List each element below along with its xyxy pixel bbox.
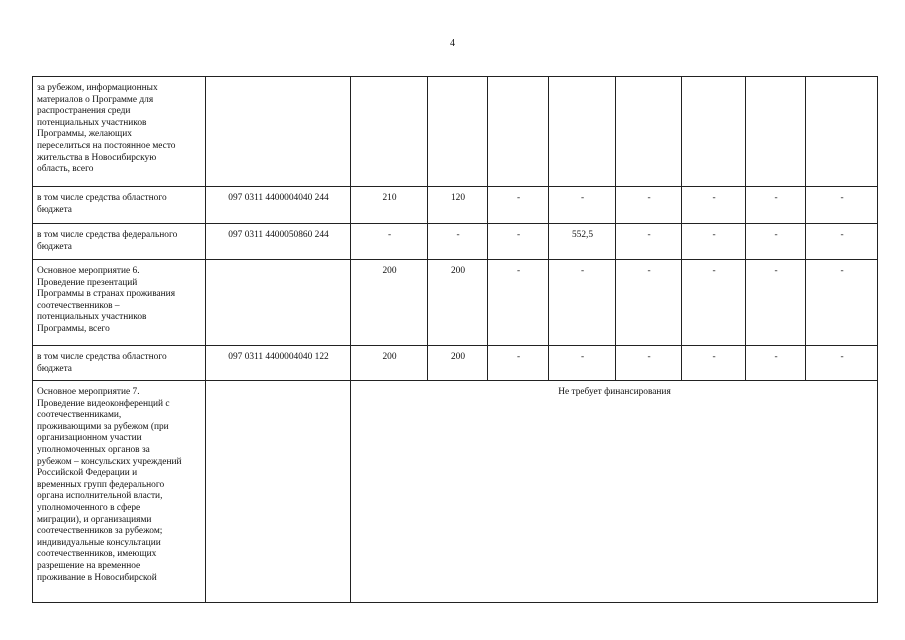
value-cell [616,77,682,187]
page-number: 4 [450,38,455,49]
value-cell [428,77,488,187]
value-cell: 200 [428,346,488,381]
value-cell: - [351,224,428,260]
value-cell: - [806,346,878,381]
table-row [33,224,878,260]
value-cell: - [488,260,549,346]
value-cell: - [806,224,878,260]
value-cell: 552,5 [549,224,616,260]
budget-table [32,76,878,603]
value-cell: - [549,260,616,346]
activity-name-cell: Основное мероприятие 6. Проведение презентаций Программы в странах проживания соотечественников – потенциальных участников Программы, всего [33,260,206,346]
value-cell: - [682,346,746,381]
table-row [33,187,878,224]
activity-name-cell: за рубежом, информационных материалов о Программе для распространения среди потенциальных участников Программы, желающих переселиться на постоянное место жительства в Новосибирскую область, всего [33,77,206,187]
activity-name-cell: Основное мероприятие 7. Проведение видеоконференций с соотечественниками, проживающими за рубежом (при организационном участии уполномоченных органов за рубежом – консульских учреждений Российской Федерации и временных групп федерального органа исполнительной власти, уполномоченного в сфере миграции), и организациями соотечественников за рубежом; индивидуальные консультации соотечественников, имеющих разрешение на временное проживание в Новосибирской [33,381,206,603]
value-cell: 200 [351,346,428,381]
value-cell: 200 [351,260,428,346]
value-cell: - [616,224,682,260]
value-cell: - [428,224,488,260]
value-cell: - [488,346,549,381]
value-cell: - [746,260,806,346]
value-cell [351,77,428,187]
no-funding-note: Не требует финансирования [351,381,878,603]
value-cell [488,77,549,187]
table-row [33,346,878,381]
value-cell: - [682,260,746,346]
value-cell: - [549,187,616,224]
value-cell: - [616,346,682,381]
value-cell: - [616,187,682,224]
budget-code-cell: 097 0311 4400004040 122 [206,346,351,381]
value-cell: - [488,187,549,224]
value-cell: 120 [428,187,488,224]
budget-code-cell: 097 0311 4400050860 244 [206,224,351,260]
table-row [33,260,878,346]
value-cell: 210 [351,187,428,224]
value-cell [806,77,878,187]
value-cell: - [806,260,878,346]
budget-code-cell [206,77,351,187]
budget-code-cell [206,260,351,346]
value-cell: - [746,187,806,224]
table-row [33,381,878,603]
value-cell: - [682,187,746,224]
value-cell: - [488,224,549,260]
budget-code-cell [206,381,351,603]
value-cell: - [682,224,746,260]
activity-name-cell: в том числе средства федерального бюджета [33,224,206,260]
activity-name-cell: в том числе средства областного бюджета [33,187,206,224]
value-cell [746,77,806,187]
value-cell: 200 [428,260,488,346]
value-cell: - [806,187,878,224]
value-cell: - [549,346,616,381]
table-row [33,77,878,187]
value-cell: - [746,224,806,260]
activity-name-cell: в том числе средства областного бюджета [33,346,206,381]
value-cell [682,77,746,187]
value-cell: - [616,260,682,346]
budget-code-cell: 097 0311 4400004040 244 [206,187,351,224]
value-cell [549,77,616,187]
value-cell: - [746,346,806,381]
